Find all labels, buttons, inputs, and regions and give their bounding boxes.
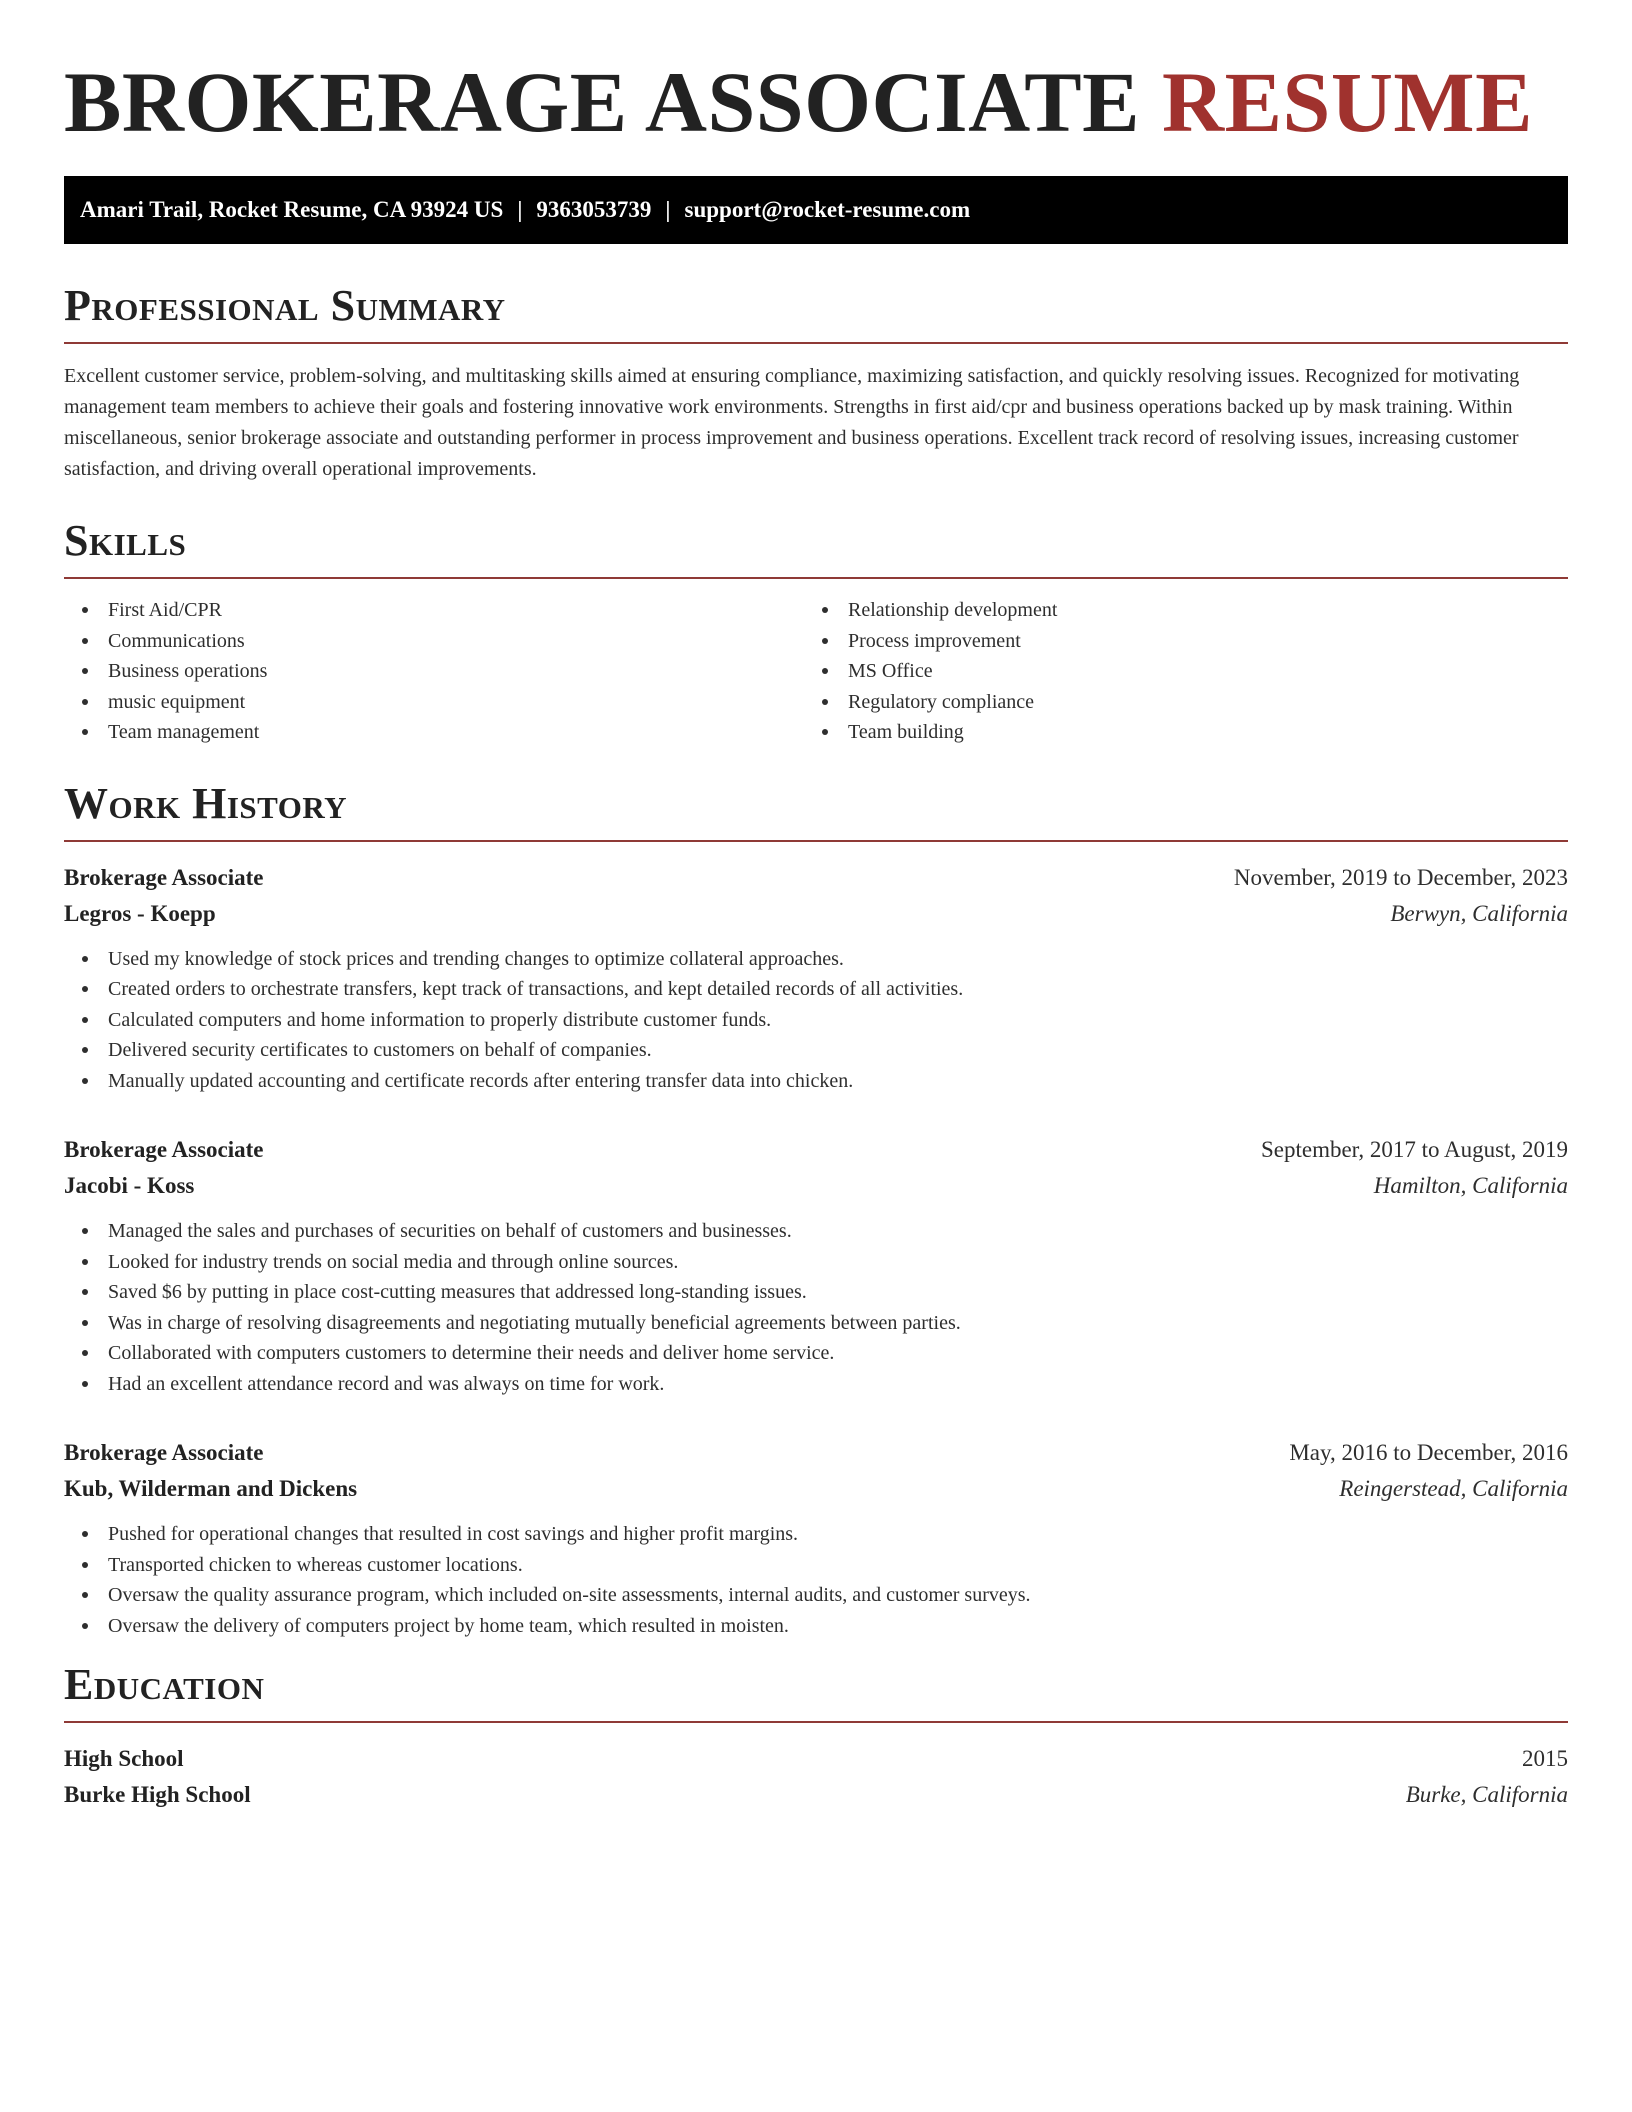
job-duties <box>64 944 1568 1097</box>
skills-list-left <box>64 595 804 748</box>
summary-text: Excellent customer service, problem-solving, and multitasking skills aimed at ensuring compliance, maximizing satisfaction, and quickly resolving issues. Recognized for motivating management team members to achieve their goals and fostering innovative work environments. Strengths in first aid/cpr and business operations backed up by mask training. Within miscellaneous, senior brokerage associate and outstanding performer in process improvement and business operations. Excellent track record of resolving issues, increasing customer satisfaction, and driving overall operational improvements. <box>64 365 1520 480</box>
duty-item: Oversaw the quality assurance program, which included on-site assessments, internal audits, and customer surveys. <box>64 1580 1568 1611</box>
duty-item: Managed the sales and purchases of securities on behalf of customers and businesses. <box>64 1216 1568 1247</box>
duty-item: Created orders to orchestrate transfers, kept track of transactions, and kept detailed records of all activities. <box>64 974 1568 1005</box>
skills-heading: Skills <box>64 516 187 565</box>
contact-address: Amari Trail, Rocket Resume, CA 93924 US <box>80 197 504 222</box>
job-title-row <box>64 1435 1568 1471</box>
duty-item: Was in charge of resolving disagreements and negotiating mutually beneficial agreements between parties. <box>64 1308 1568 1339</box>
skill-item: MS Office <box>804 656 1544 687</box>
education-section <box>64 1659 1568 1813</box>
section-divider <box>64 1721 1568 1723</box>
job-title-row <box>64 1132 1568 1168</box>
education-heading: Education <box>64 1660 265 1709</box>
resume-title <box>64 50 1568 154</box>
skills-column-left <box>64 595 804 748</box>
skill-item: First Aid/CPR <box>64 595 804 626</box>
education-degree-row <box>64 1741 1568 1777</box>
skill-item: Communications <box>64 626 804 657</box>
summary-heading: Professional Summary <box>64 281 506 330</box>
education-year: 2015 <box>1522 1746 1568 1771</box>
skill-item: Process improvement <box>804 626 1544 657</box>
duty-item: Pushed for operational changes that resulted in cost savings and higher profit margins. <box>64 1519 1568 1550</box>
job-title: Brokerage Associate <box>64 1440 264 1465</box>
skills-list-right <box>804 595 1544 748</box>
education-school-row <box>64 1777 1568 1813</box>
duty-item: Saved $6 by putting in place cost-cutting measures that addressed long-standing issues. <box>64 1277 1568 1308</box>
duty-item: Looked for industry trends on social media and through online sources. <box>64 1247 1568 1278</box>
education-entry <box>64 1741 1568 1813</box>
job-dates: September, 2017 to August, 2019 <box>1260 1137 1568 1162</box>
contact-bar <box>64 176 1568 244</box>
duty-item: Calculated computers and home information to properly distribute customer funds. <box>64 1005 1568 1036</box>
job-company: Jacobi - Koss <box>64 1173 195 1198</box>
job-title: Brokerage Associate <box>64 864 264 890</box>
job-title-row <box>64 860 1568 896</box>
job-location: Reingerstead, California <box>1339 1476 1568 1501</box>
skills-column-right <box>804 595 1544 748</box>
section-divider <box>64 840 1568 842</box>
duty-item: Delivered security certificates to customers on behalf of companies. <box>64 1035 1568 1066</box>
resume-content <box>64 50 1568 1813</box>
job-duties <box>64 1519 1568 1641</box>
job-duties <box>64 1216 1568 1399</box>
job-location: Hamilton, California <box>1373 1173 1568 1198</box>
work-history-heading: Work History <box>64 778 348 828</box>
job-company-row <box>64 896 1568 932</box>
duty-item: Collaborated with computers customers to determine their needs and deliver home service. <box>64 1338 1568 1369</box>
job-location: Berwyn, California <box>1390 900 1568 926</box>
section-divider <box>64 577 1568 579</box>
title-main: BROKERAGE ASSOCIATE <box>64 54 1141 150</box>
skill-item: Regulatory compliance <box>804 687 1544 718</box>
duty-item: Oversaw the delivery of computers project by home team, which resulted in moisten. <box>64 1611 1568 1642</box>
job-company-row <box>64 1168 1568 1204</box>
duty-item: Had an excellent attendance record and was always on time for work. <box>64 1369 1568 1400</box>
education-degree: High School <box>64 1746 184 1771</box>
duty-item: Transported chicken to whereas customer locations. <box>64 1550 1568 1581</box>
skills-grid <box>64 595 1568 748</box>
duty-item: Manually updated accounting and certificate records after entering transfer data into chicken. <box>64 1066 1568 1097</box>
skill-item: Relationship development <box>804 595 1544 626</box>
skill-item: music equipment <box>64 687 804 718</box>
job-entry <box>64 1132 1568 1399</box>
summary-section <box>64 280 1568 485</box>
skills-section <box>64 515 1568 748</box>
job-entry <box>64 860 1568 1097</box>
skill-item: Team management <box>64 717 804 748</box>
education-school: Burke High School <box>64 1782 251 1807</box>
job-entry <box>64 1435 1568 1641</box>
job-company: Legros - Koepp <box>64 900 216 926</box>
skill-item: Business operations <box>64 656 804 687</box>
title-accent: RESUME <box>1162 54 1533 150</box>
job-dates: November, 2019 to December, 2023 <box>1233 864 1568 890</box>
contact-separator: | <box>517 197 523 222</box>
job-title: Brokerage Associate <box>64 1137 264 1162</box>
job-company-row <box>64 1471 1568 1507</box>
contact-email: support@rocket-resume.com <box>684 197 971 222</box>
duty-item: Used my knowledge of stock prices and trending changes to optimize collateral approaches. <box>64 944 1568 975</box>
contact-separator: | <box>665 197 671 222</box>
contact-phone: 9363053739 <box>536 197 652 222</box>
work-history-section <box>64 778 1568 1642</box>
education-location: Burke, California <box>1405 1782 1568 1807</box>
job-dates: May, 2016 to December, 2016 <box>1289 1440 1568 1465</box>
job-company: Kub, Wilderman and Dickens <box>64 1476 358 1501</box>
skill-item: Team building <box>804 717 1544 748</box>
section-divider <box>64 342 1568 344</box>
